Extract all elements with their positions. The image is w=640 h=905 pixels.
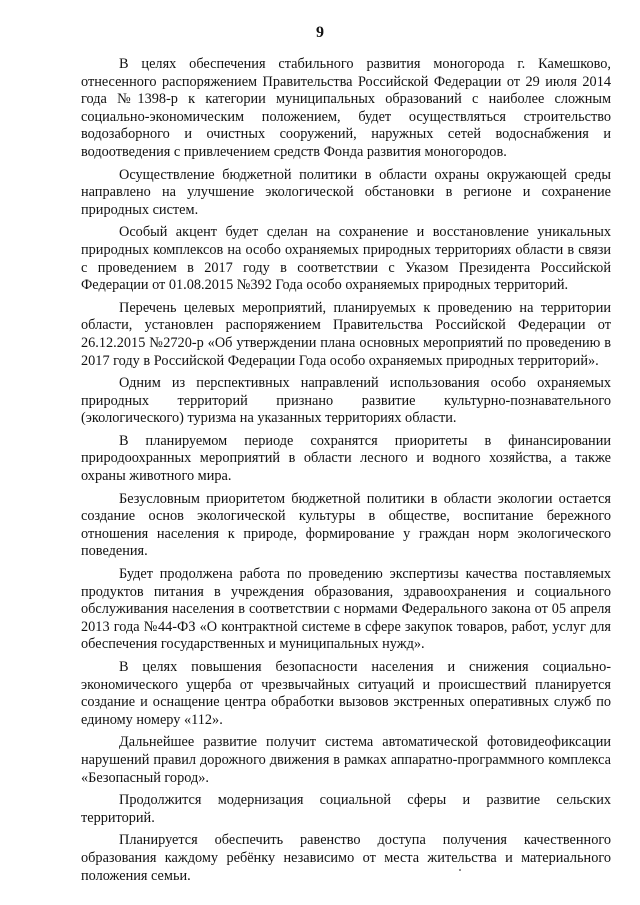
paragraph-protected-areas: Особый акцент будет сделан на сохранение и восстановление уникальных природных комплексов на особо охраняемых природных территориях области в связи с проведением в 2017 году в соответствии с Указом Президента Российской Федерации от 01.08.2015 №392 Года особо охраняемых природных территорий. (81, 224, 611, 294)
paragraph-target-measures: Перечень целевых мероприятий, планируемых к проведению на территории области, установлен распоряжением Правительства Российской Федерации от 26.12.2015 №2720-р «Об утверждении плана основных мероприятий по проведению в 2017 году в Российской Федерации Года особо охраняемых природных территорий». (81, 299, 611, 369)
paragraph-financing-priorities: В планируемом периоде сохранятся приоритеты в финансировании природоохранных мероприятий в области лесного и водного хозяйства, а также охраны животного мира. (81, 432, 611, 485)
paragraph-environment-policy: Осуществление бюджетной политики в области охраны окружающей среды направлено на улучшение экологической обстановки в регионе и сохранение природных систем. (81, 166, 611, 218)
document-body (81, 56, 611, 890)
scan-speck (459, 869, 461, 871)
paragraph-ecological-culture: Безусловным приоритетом бюджетной политики в области экологии остается создание основ экологической культуры в обществе, воспитание бережного отношения населения к природе, формирование у граждан норм экологического поведения. (81, 490, 611, 560)
paragraph-eco-tourism: Одним из перспективных направлений использования особо охраняемых природных территорий признано развитие культурно-познавательного (экологического) туризма на указанных территориях области. (81, 375, 611, 427)
paragraph-education-access: Планируется обеспечить равенство доступа получения качественного образования каждому ребёнку независимо от места жительства и материального положения семьи. (81, 832, 611, 884)
paragraph-emergency-112: В целях повышения безопасности населения и снижения социально-экономического ущерба от чрезвычайных ситуаций и происшествий планируется создание и оснащение центра обработки вызовов экстренных оперативных служб по единому номеру «112». (81, 659, 611, 728)
page-number: 9 (316, 24, 324, 41)
paragraph-monotown: В целях обеспечения стабильного развития моногорода г. Камешково, отнесенного распоряжением Правительства Российской Федерации от 29 июля 2014 года №1398-р к категории муниципальных образований с наиболее сложным социально-экономическим положением, будет осуществляться строительство водозаборного и очистных сооружений, наружных сетей водоснабжения и водоотведения с привлечением средств Фонда развития моногородов. (81, 56, 611, 160)
paragraph-safe-city: Дальнейшее развитие получит система автоматической фотовидеофиксации нарушений правил дорожного движения в рамках аппаратно-программного комплекса «Безопасный город». (81, 734, 611, 786)
paragraph-rural-development: Продолжится модернизация социальной сферы и развитие сельских территорий. (81, 792, 611, 826)
paragraph-food-quality: Будет продолжена работа по проведению экспертизы качества поставляемых продуктов питания в учреждения образования, здравоохранения и социального обслуживания населения в соответствии с нормами Федерального закона от 05 апреля 2013 года №44-ФЗ «О контрактной системе в сфере закупок товаров, работ, услуг для обеспечения государственных и муниципальных нужд». (81, 566, 611, 653)
